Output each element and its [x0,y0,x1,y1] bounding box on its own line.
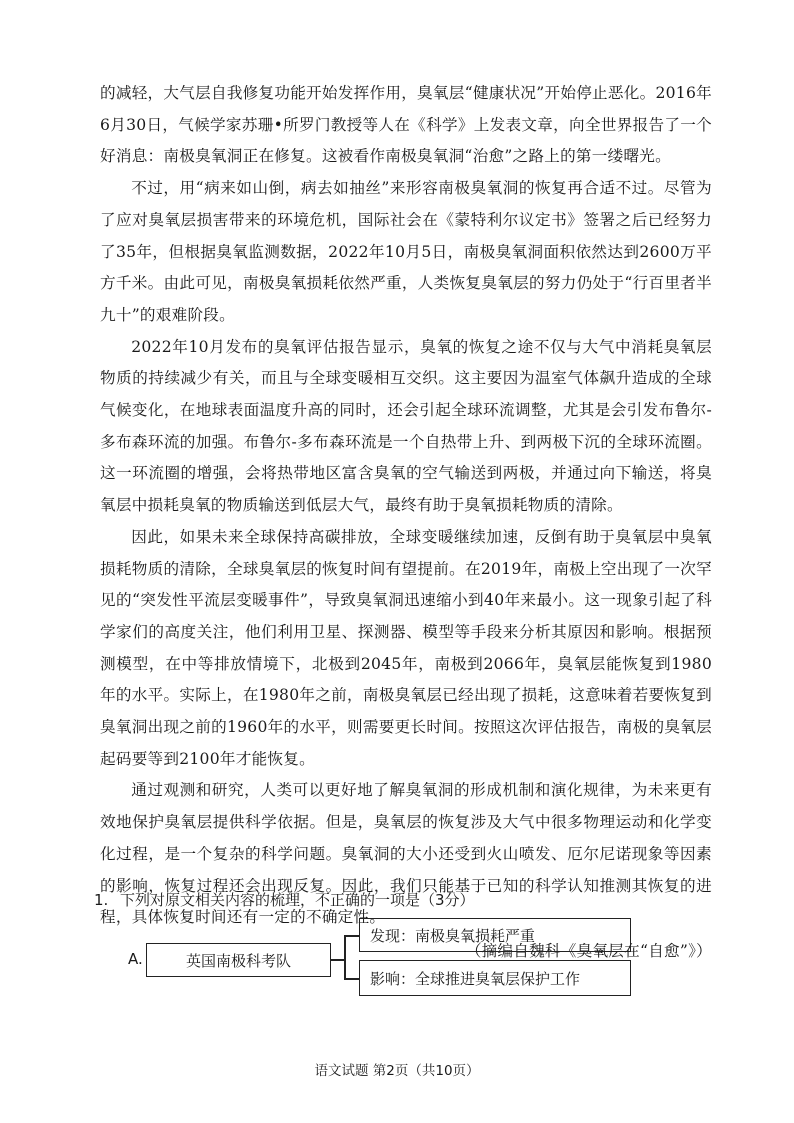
question-number: 1. [94,891,109,909]
article-body [100,78,712,968]
paragraph-3: 2022年10月发布的臭氧评估报告显示，臭氧的恢复之途不仅与大气中消耗臭氧层物质的持续减少有关，而且与全球变暖相互交织。这主要因为温室气体飙升造成的全球气候变化，在地球表面温度升高的同时，还会引起全球环流调整，尤其是会引发布鲁尔-多布森环流的加强。布鲁尔-多布森环流是一个自热带上升、到两极下沉的全球环流圈。这一环流圈的增强，会将热带地区富含臭氧的空气输送到两极，并通过向下输送，将臭氧层中损耗臭氧的物质输送到低层大气，最终有助于臭氧损耗物质的清除。 [100,337,712,515]
option-a-label: A. [128,950,143,968]
connector-horizontal-main [331,959,345,961]
paragraph-4: 因此，如果未来全球保持高碳排放，全球变暖继续加速，反倒有助于臭氧层中臭氧损耗物质的清除，全球臭氧层的恢复时间有望提前。在2019年，南极上空出现了一次罕见的“突发性平流层变暖事件”，导致臭氧洞迅速缩小到40年来最小。这一现象引起了科学家们的高度关注，他们利用卫星、探测器、模型等手段来分析其原因和影响。根据预测模型，在中等排放情境下，北极到2045年，南极到2066年，臭氧层能恢复到1980年的水平。实际上，在1980年之前，南极臭氧层已经出现了损耗，这意味着若要恢复到臭氧洞出现之前的1960年的水平，则需要更长时间。按照这次评估报告，南极的臭氧层起码要等到2100年才能恢复。 [100,527,712,768]
question-1 [94,888,475,912]
option-a-right-top-box [359,918,631,952]
paragraph-2: 不过，用“病来如山倒，病去如抽丝”来形容南极臭氧洞的恢复再合适不过。尽管为了应对臭氧层损害带来的环境危机，国际社会在《蒙特利尔议定书》签署之后已经努力了35年，但根据臭氧监测数据，2022年10月5日，南极臭氧洞面积依然达到2600万平方千米。由此可见，南极臭氧损耗依然严重，人类恢复臭氧层的努力仍处于“行百里者半九十”的艰难阶段。 [100,179,712,324]
connector-vertical [344,935,346,979]
option-a-right-bottom-box [359,960,631,996]
question-text: 下列对原文相关内容的梳理，不正确的一项是（3分） [120,891,475,909]
source-citation: （摘编自魏科《臭氧层在“自愈”》） [465,941,712,960]
option-a-left-text: 英国南极科考队 [185,951,291,970]
connector-branch-top [344,935,359,937]
connector-branch-bottom [344,978,359,980]
option-a-right-bottom-text: 影响：全球推进臭氧层保护工作 [370,969,581,988]
option-a-right-top-text: 发现：南极臭氧损耗严重 [370,926,536,945]
paragraph-5: 通过观测和研究，人类可以更好地了解臭氧洞的形成机制和演化规律，为未来更有效地保护臭氧层提供科学依据。但是，臭氧层的恢复涉及大气中很多物理运动和化学变化过程，是一个复杂的科学问题。臭氧洞的大小还受到火山喷发、厄尔尼诺现象等因素的影响，恢复过程还会出现反复。因此，我们只能基于已知的科学认知推测其恢复的进程，具体恢复时间还有一定的不确定性。 [100,781,712,927]
paragraph-1: 的减轻，大气层自我修复功能开始发挥作用，臭氧层“健康状况”开始停止恶化。2016年6月30日，气候学家苏珊•所罗门教授等人在《科学》上发表文章，向全世界报告了一个好消息：南极臭氧洞正在修复。这被看作南极臭氧洞“治愈”之路上的第一缕曙光。 [100,84,712,166]
option-a-left-box [146,943,331,977]
page-footer: 语文试题 第2页（共10页） [314,1063,480,1079]
